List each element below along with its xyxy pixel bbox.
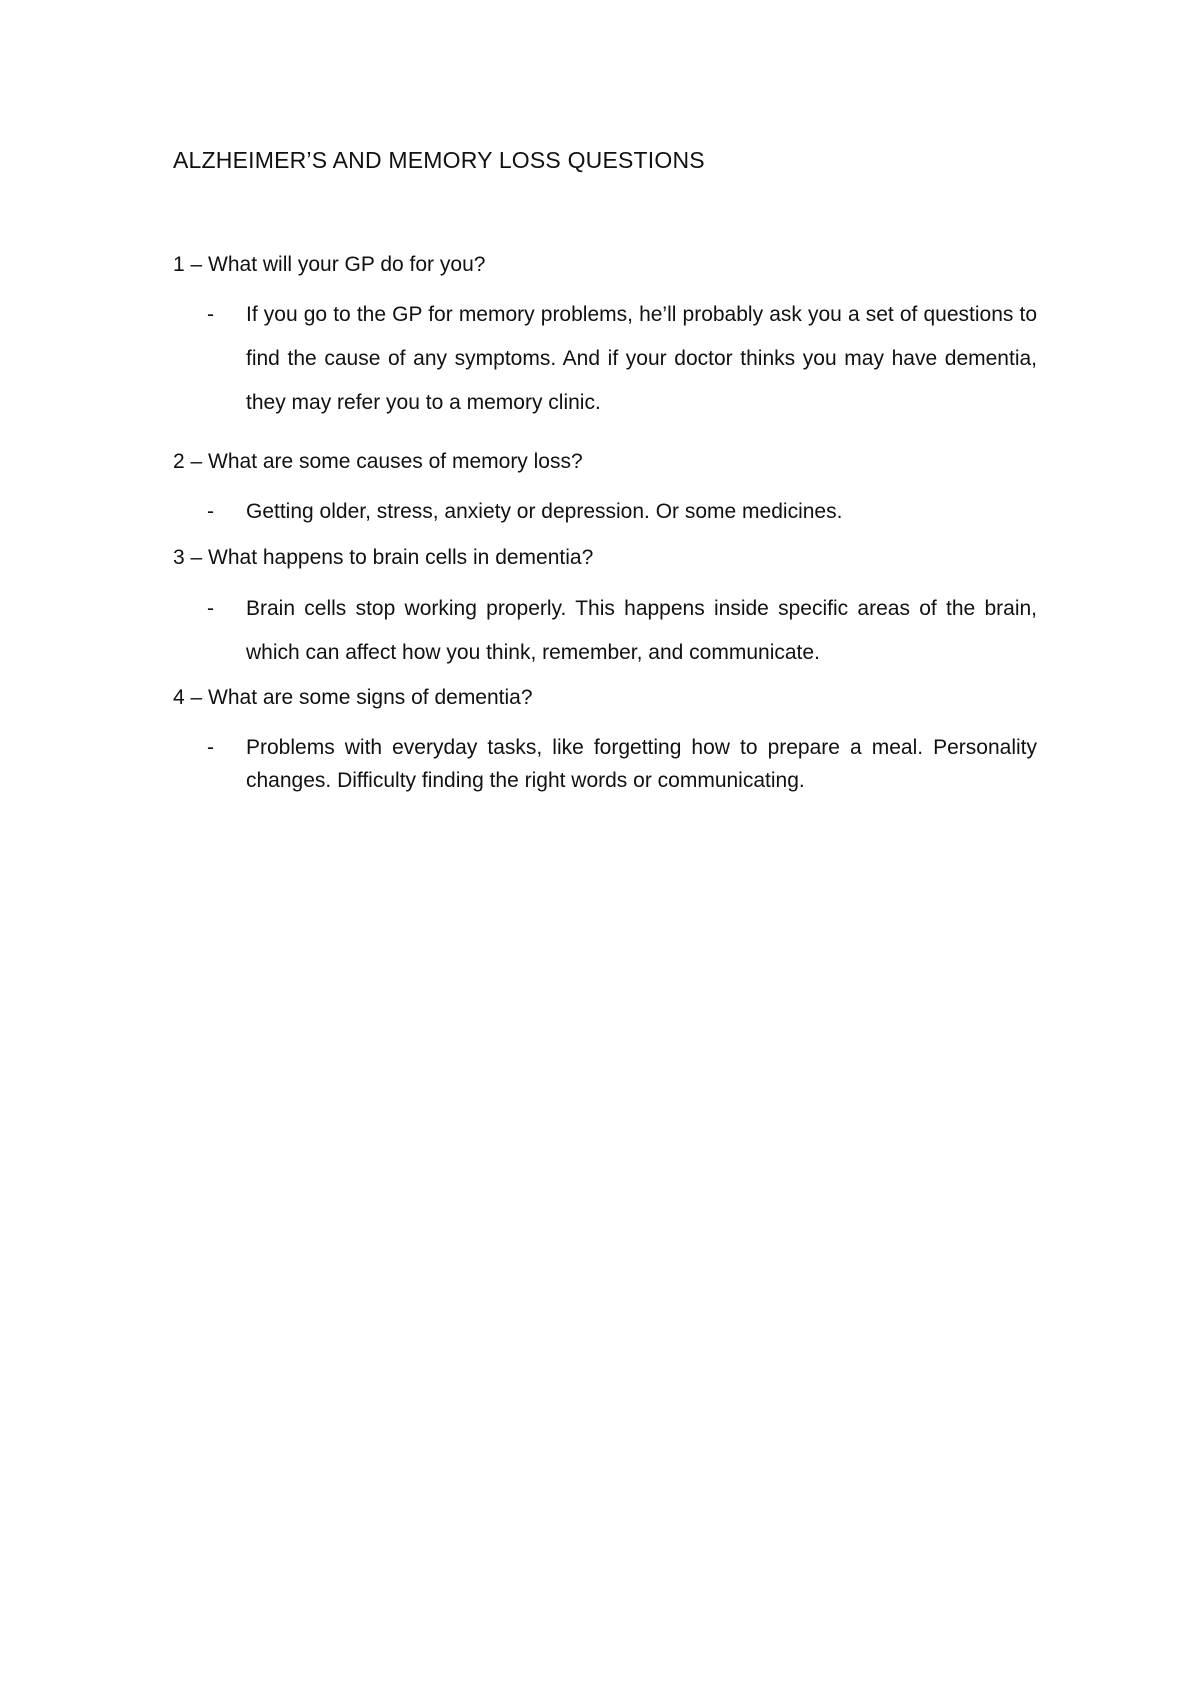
answer-4-text: Problems with everyday tasks, like forgetting how to prepare a meal. Personality changes. Difficulty finding the right words or communicating. — [246, 736, 1037, 792]
answer-3 — [207, 587, 1037, 675]
question-3: 3 – What happens to brain cells in dementia? — [173, 546, 594, 569]
document-title: ALZHEIMER’S AND MEMORY LOSS QUESTIONS — [173, 147, 705, 173]
bullet-dash: - — [207, 500, 214, 523]
question-1: 1 – What will your GP do for you? — [173, 253, 486, 276]
bullet-dash: - — [207, 303, 214, 326]
answer-2-text: Getting older, stress, anxiety or depression. Or some medicines. — [246, 500, 843, 523]
bullet-dash: - — [207, 736, 214, 759]
answer-1 — [207, 293, 1037, 425]
answer-3-text: Brain cells stop working properly. This happens inside specific areas of the brain, which can affect how you think, remember, and communicate. — [246, 597, 1037, 664]
bullet-dash: - — [207, 597, 214, 620]
answer-2 — [207, 495, 1037, 528]
question-2: 2 – What are some causes of memory loss? — [173, 450, 583, 473]
answer-1-text: If you go to the GP for memory problems, he’ll probably ask you a set of questions to find the cause of any symptoms. And if your doctor thinks you may have dementia, they may refer you to a memory clinic. — [246, 303, 1037, 414]
question-4: 4 – What are some signs of dementia? — [173, 686, 533, 709]
answer-4 — [207, 731, 1037, 797]
